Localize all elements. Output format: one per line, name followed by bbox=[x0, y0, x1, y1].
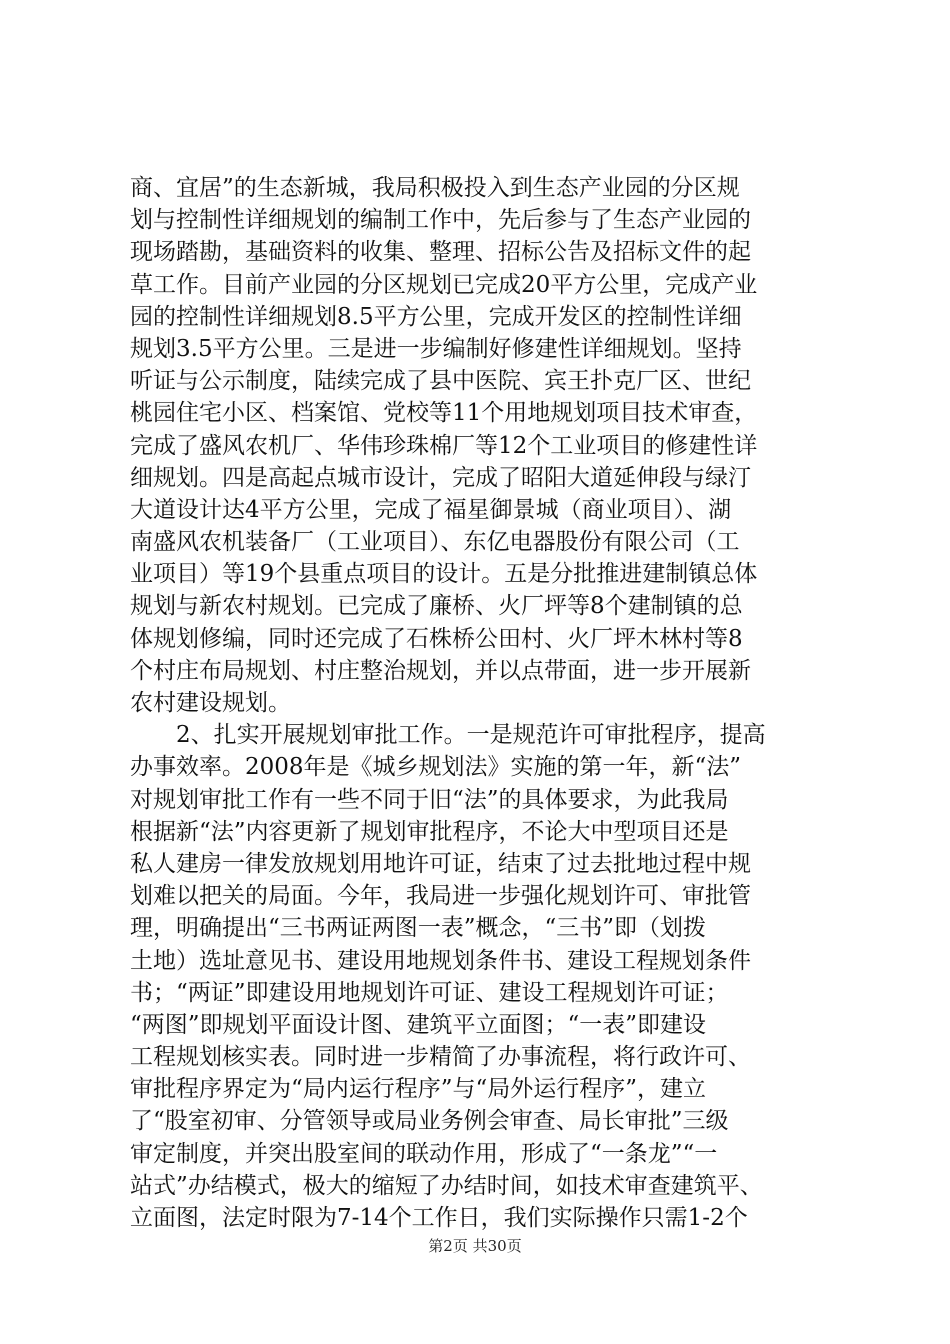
text-line: 书；“两证”即建设用地规划许可证、建设工程规划许可证； bbox=[130, 979, 729, 1006]
text-line: 草工作。目前产业园的分区规划已完成20平方公里，完成产业 bbox=[130, 271, 758, 298]
text-line: “两图”即规划平面设计图、建筑平立面图；“一表”即建设 bbox=[130, 1011, 707, 1038]
text-line: 办事效率。2008年是《城乡规划法》实施的第一年，新“法” bbox=[130, 754, 742, 781]
text-line: 园的控制性详细规划8.5平方公里，完成开发区的控制性详细 bbox=[130, 303, 742, 330]
text-line: 规划3.5平方公里。三是进一步编制好修建性详细规划。坚持 bbox=[130, 335, 742, 362]
text-line: 站式”办结模式，极大的缩短了办结时间，如技术审查建筑平、 bbox=[130, 1172, 763, 1199]
text-line: 私人建房一律发放规划用地许可证，结束了过去批地过程中规 bbox=[130, 850, 751, 877]
text-line: 根据新“法”内容更新了规划审批程序，不论大中型项目还是 bbox=[130, 818, 729, 845]
text-line: 大道设计达4平方公里，完成了福星御景城（商业项目）、湖 bbox=[130, 496, 732, 523]
text-line: 审批程序界定为“局内运行程序”与“局外运行程序”，建立 bbox=[130, 1076, 707, 1103]
paragraph-first-line: 2、扎实开展规划审批工作。一是规范许可审批程序，提高 bbox=[176, 722, 766, 749]
text-line: 划与控制性详细规划的编制工作中，先后参与了生态产业园的 bbox=[130, 207, 751, 234]
text-line: 工程规划核实表。同时进一步精简了办事流程，将行政许可、 bbox=[130, 1044, 751, 1071]
text-line: 个村庄布局规划、村庄整治规划，并以点带面，进一步开展新 bbox=[130, 657, 751, 684]
text-line: 土地）选址意见书、建设用地规划条件书、建设工程规划条件 bbox=[130, 947, 751, 974]
text-line: 体规划修编，同时还完成了石株桥公田村、火厂坪木林村等8 bbox=[130, 625, 743, 652]
text-line: 立面图，法定时限为7-14个工作日，我们实际操作只需1-2个 bbox=[130, 1205, 748, 1231]
body-text bbox=[130, 172, 830, 1234]
text-line: 完成了盛风农机厂、华伟珍珠棉厂等12个工业项目的修建性详 bbox=[130, 432, 758, 459]
text-line: 南盛风农机装备厂（工业项目）、东亿电器股份有限公司（工 bbox=[130, 529, 740, 556]
text-line: 细规划。四是高起点城市设计，完成了昭阳大道延伸段与绿汀 bbox=[130, 464, 751, 491]
text-line: 审定制度，并突出股室间的联动作用，形成了“一条龙”“一 bbox=[130, 1140, 718, 1167]
text-line: 了“股室初审、分管领导或局业务例会审查、局长审批”三级 bbox=[130, 1108, 729, 1135]
text-line: 桃园住宅小区、档案馆、党校等11个用地规划项目技术审查， bbox=[130, 400, 758, 427]
text-line: 业项目）等19个县重点项目的设计。五是分批推进建制镇总体 bbox=[130, 561, 758, 588]
text-line: 理，明确提出“三书两证两图一表”概念，“三书”即（划拨 bbox=[130, 915, 707, 942]
text-line: 听证与公示制度，陆续完成了县中医院、宾王扑克厂区、世纪 bbox=[130, 368, 751, 395]
text-line: 商、宜居”的生态新城，我局积极投入到生态产业园的分区规 bbox=[130, 175, 740, 201]
text-line: 现场踏勘，基础资料的收集、整理、招标公告及招标文件的起 bbox=[130, 239, 751, 266]
text-line: 规划与新农村规划。已完成了廉桥、火厂坪等8个建制镇的总 bbox=[130, 593, 743, 620]
page-number-footer: 第2页 共30页 bbox=[428, 1237, 522, 1255]
text-line: 对规划审批工作有一些不同于旧“法”的具体要求，为此我局 bbox=[130, 786, 729, 813]
text-line: 农村建设规划。 bbox=[130, 690, 291, 716]
text-line: 划难以把关的局面。今年，我局进一步强化规划许可、审批管 bbox=[130, 883, 751, 910]
